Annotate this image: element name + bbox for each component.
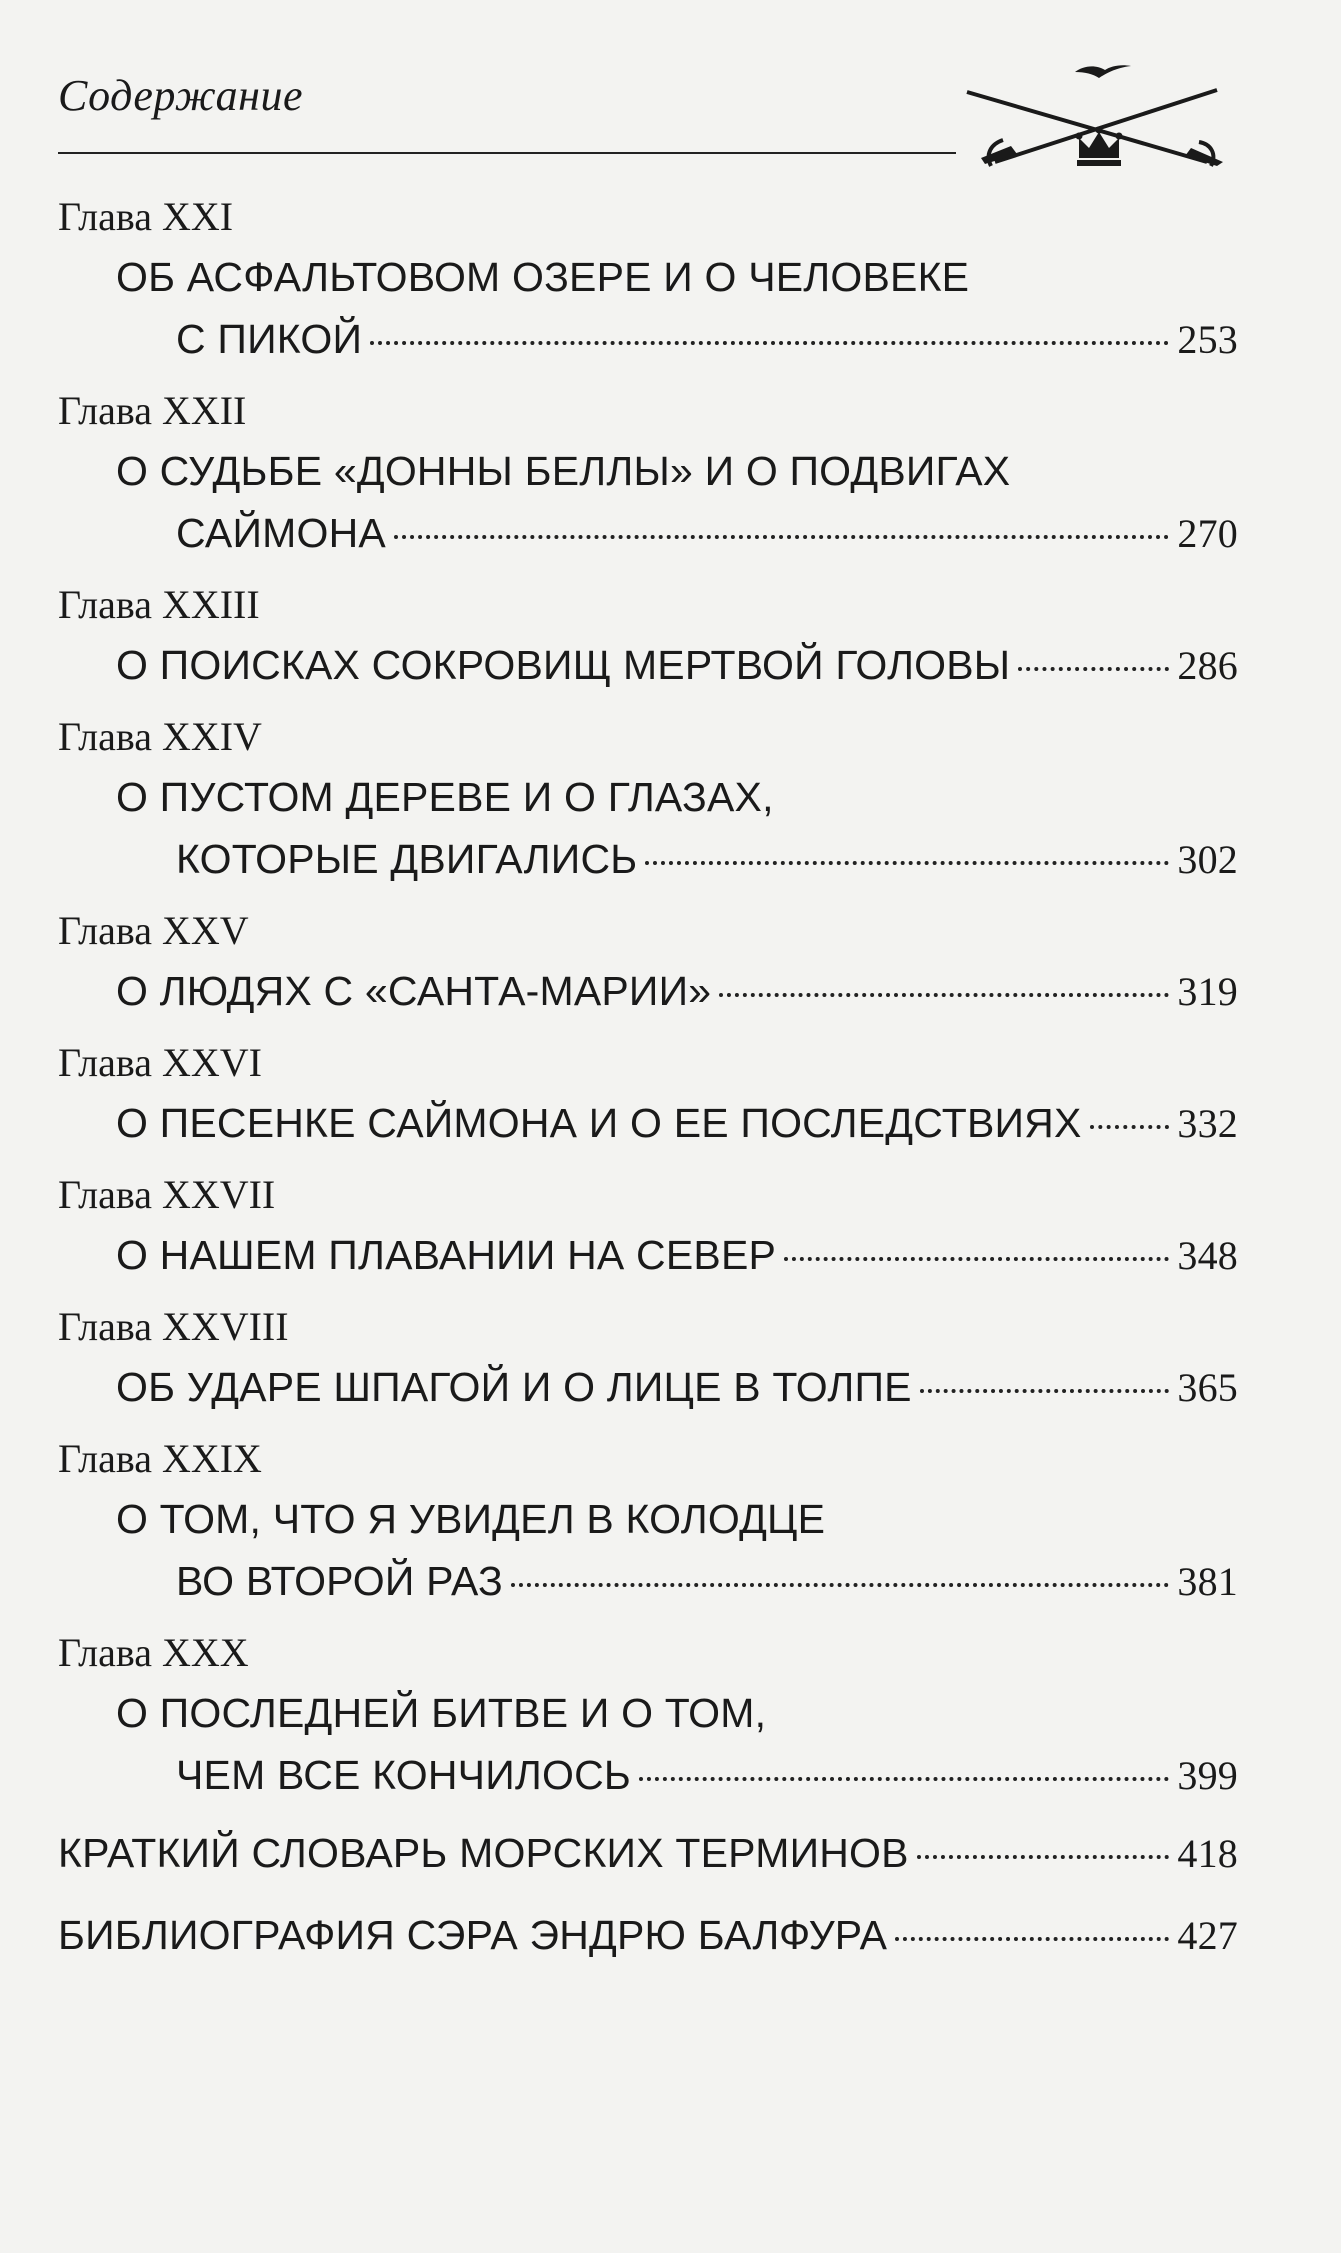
appendix-title: БИБЛИОГРАФИЯ СЭРА ЭНДРЮ БАЛФУРА [58, 1912, 888, 1958]
chapter-title: О ПОСЛЕДНЕЙ БИТВЕ И О ТОМ, [116, 1690, 767, 1736]
chapter-title: ОБ АСФАЛЬТОВОМ ОЗЕРЕ И О ЧЕЛОВЕКЕ [116, 254, 970, 300]
dot-leader [917, 1855, 1170, 1859]
dot-leader [645, 861, 1169, 865]
dot-leader [370, 341, 1169, 345]
chapter-label: Глава XXVIII [58, 1304, 289, 1349]
running-head: Содержание [58, 71, 304, 120]
chapter-title: КОТОРЫЕ ДВИГАЛИСЬ [176, 836, 638, 882]
dot-leader [639, 1777, 1169, 1781]
toc-chapter-24[interactable] [58, 712, 1238, 890]
page-number: 286 [1177, 643, 1238, 688]
page-number: 365 [1177, 1365, 1238, 1410]
page-number: 332 [1177, 1101, 1238, 1146]
page-number: 348 [1177, 1233, 1238, 1278]
toc-chapter-28[interactable] [58, 1302, 1238, 1418]
dot-leader [895, 1937, 1169, 1941]
chapter-label: Глава XXII [58, 388, 247, 433]
toc-chapter-22[interactable] [58, 386, 1238, 564]
dot-leader [511, 1583, 1169, 1587]
appendix-title: КРАТКИЙ СЛОВАРЬ МОРСКИХ ТЕРМИНОВ [58, 1830, 909, 1876]
chapter-title: О ЛЮДЯХ С «САНТА-МАРИИ» [116, 968, 712, 1014]
page-number: 427 [1177, 1913, 1238, 1958]
toc-chapter-21[interactable] [58, 192, 1238, 370]
page-number: 253 [1177, 317, 1238, 362]
chapter-title: ОБ УДАРЕ ШПАГОЙ И О ЛИЦЕ В ТОЛПЕ [116, 1364, 912, 1410]
chapter-title: С ПИКОЙ [176, 316, 363, 362]
toc-chapter-29[interactable] [58, 1434, 1238, 1612]
header-rule [58, 152, 956, 154]
chapter-title: О СУДЬБЕ «ДОННЫ БЕЛЛЫ» И О ПОДВИГАХ [116, 448, 1011, 494]
toc-chapter-27[interactable] [58, 1170, 1238, 1286]
chapter-label: Глава XXV [58, 908, 249, 953]
chapter-title: О ПЕСЕНКЕ САЙМОНА И О ЕЕ ПОСЛЕДСТВИЯХ [116, 1100, 1082, 1146]
toc-appendix-glossary[interactable] [58, 1822, 1238, 1884]
toc-chapter-26[interactable] [58, 1038, 1238, 1154]
dot-leader [920, 1389, 1170, 1393]
chapter-title: О ПУСТОМ ДЕРЕВЕ И О ГЛАЗАХ, [116, 774, 774, 820]
page-number: 302 [1177, 837, 1238, 882]
page-number: 381 [1177, 1559, 1238, 1604]
chapter-label: Глава XXIII [58, 582, 260, 627]
toc-chapter-25[interactable] [58, 906, 1238, 1022]
dot-leader [719, 993, 1169, 997]
chapter-label: Глава XXIX [58, 1436, 262, 1481]
dot-leader [1018, 667, 1169, 671]
chapter-label: Глава XXIV [58, 714, 262, 759]
chapter-label: Глава XXVII [58, 1172, 276, 1217]
page-number: 319 [1177, 969, 1238, 1014]
dot-leader [784, 1257, 1169, 1261]
toc-chapter-23[interactable] [58, 580, 1238, 696]
chapter-title: ВО ВТОРОЙ РАЗ [176, 1558, 504, 1604]
chapter-label: Глава XXVI [58, 1040, 262, 1085]
chapter-title: О ПОИСКАХ СОКРОВИЩ МЕРТВОЙ ГОЛОВЫ [116, 642, 1011, 688]
chapter-label: Глава XXI [58, 194, 234, 239]
chapter-label: Глава XXX [58, 1630, 249, 1675]
page-number: 399 [1177, 1753, 1238, 1798]
chapter-title: ЧЕМ ВСЕ КОНЧИЛОСЬ [176, 1752, 631, 1798]
dot-leader [1090, 1125, 1170, 1129]
chapter-title: САЙМОНА [176, 510, 386, 556]
chapter-title: О ТОМ, ЧТО Я УВИДЕЛ В КОЛОДЦЕ [116, 1496, 826, 1542]
toc-chapter-30[interactable] [58, 1628, 1238, 1806]
toc-appendix-bibliography[interactable] [58, 1904, 1238, 1966]
crossed-swords-crown-bird-icon [955, 62, 1255, 172]
page-number: 270 [1177, 511, 1238, 556]
dot-leader [394, 535, 1169, 539]
table-of-contents [58, 192, 1238, 1966]
page-number: 418 [1177, 1831, 1238, 1876]
chapter-title: О НАШЕМ ПЛАВАНИИ НА СЕВЕР [116, 1232, 777, 1278]
